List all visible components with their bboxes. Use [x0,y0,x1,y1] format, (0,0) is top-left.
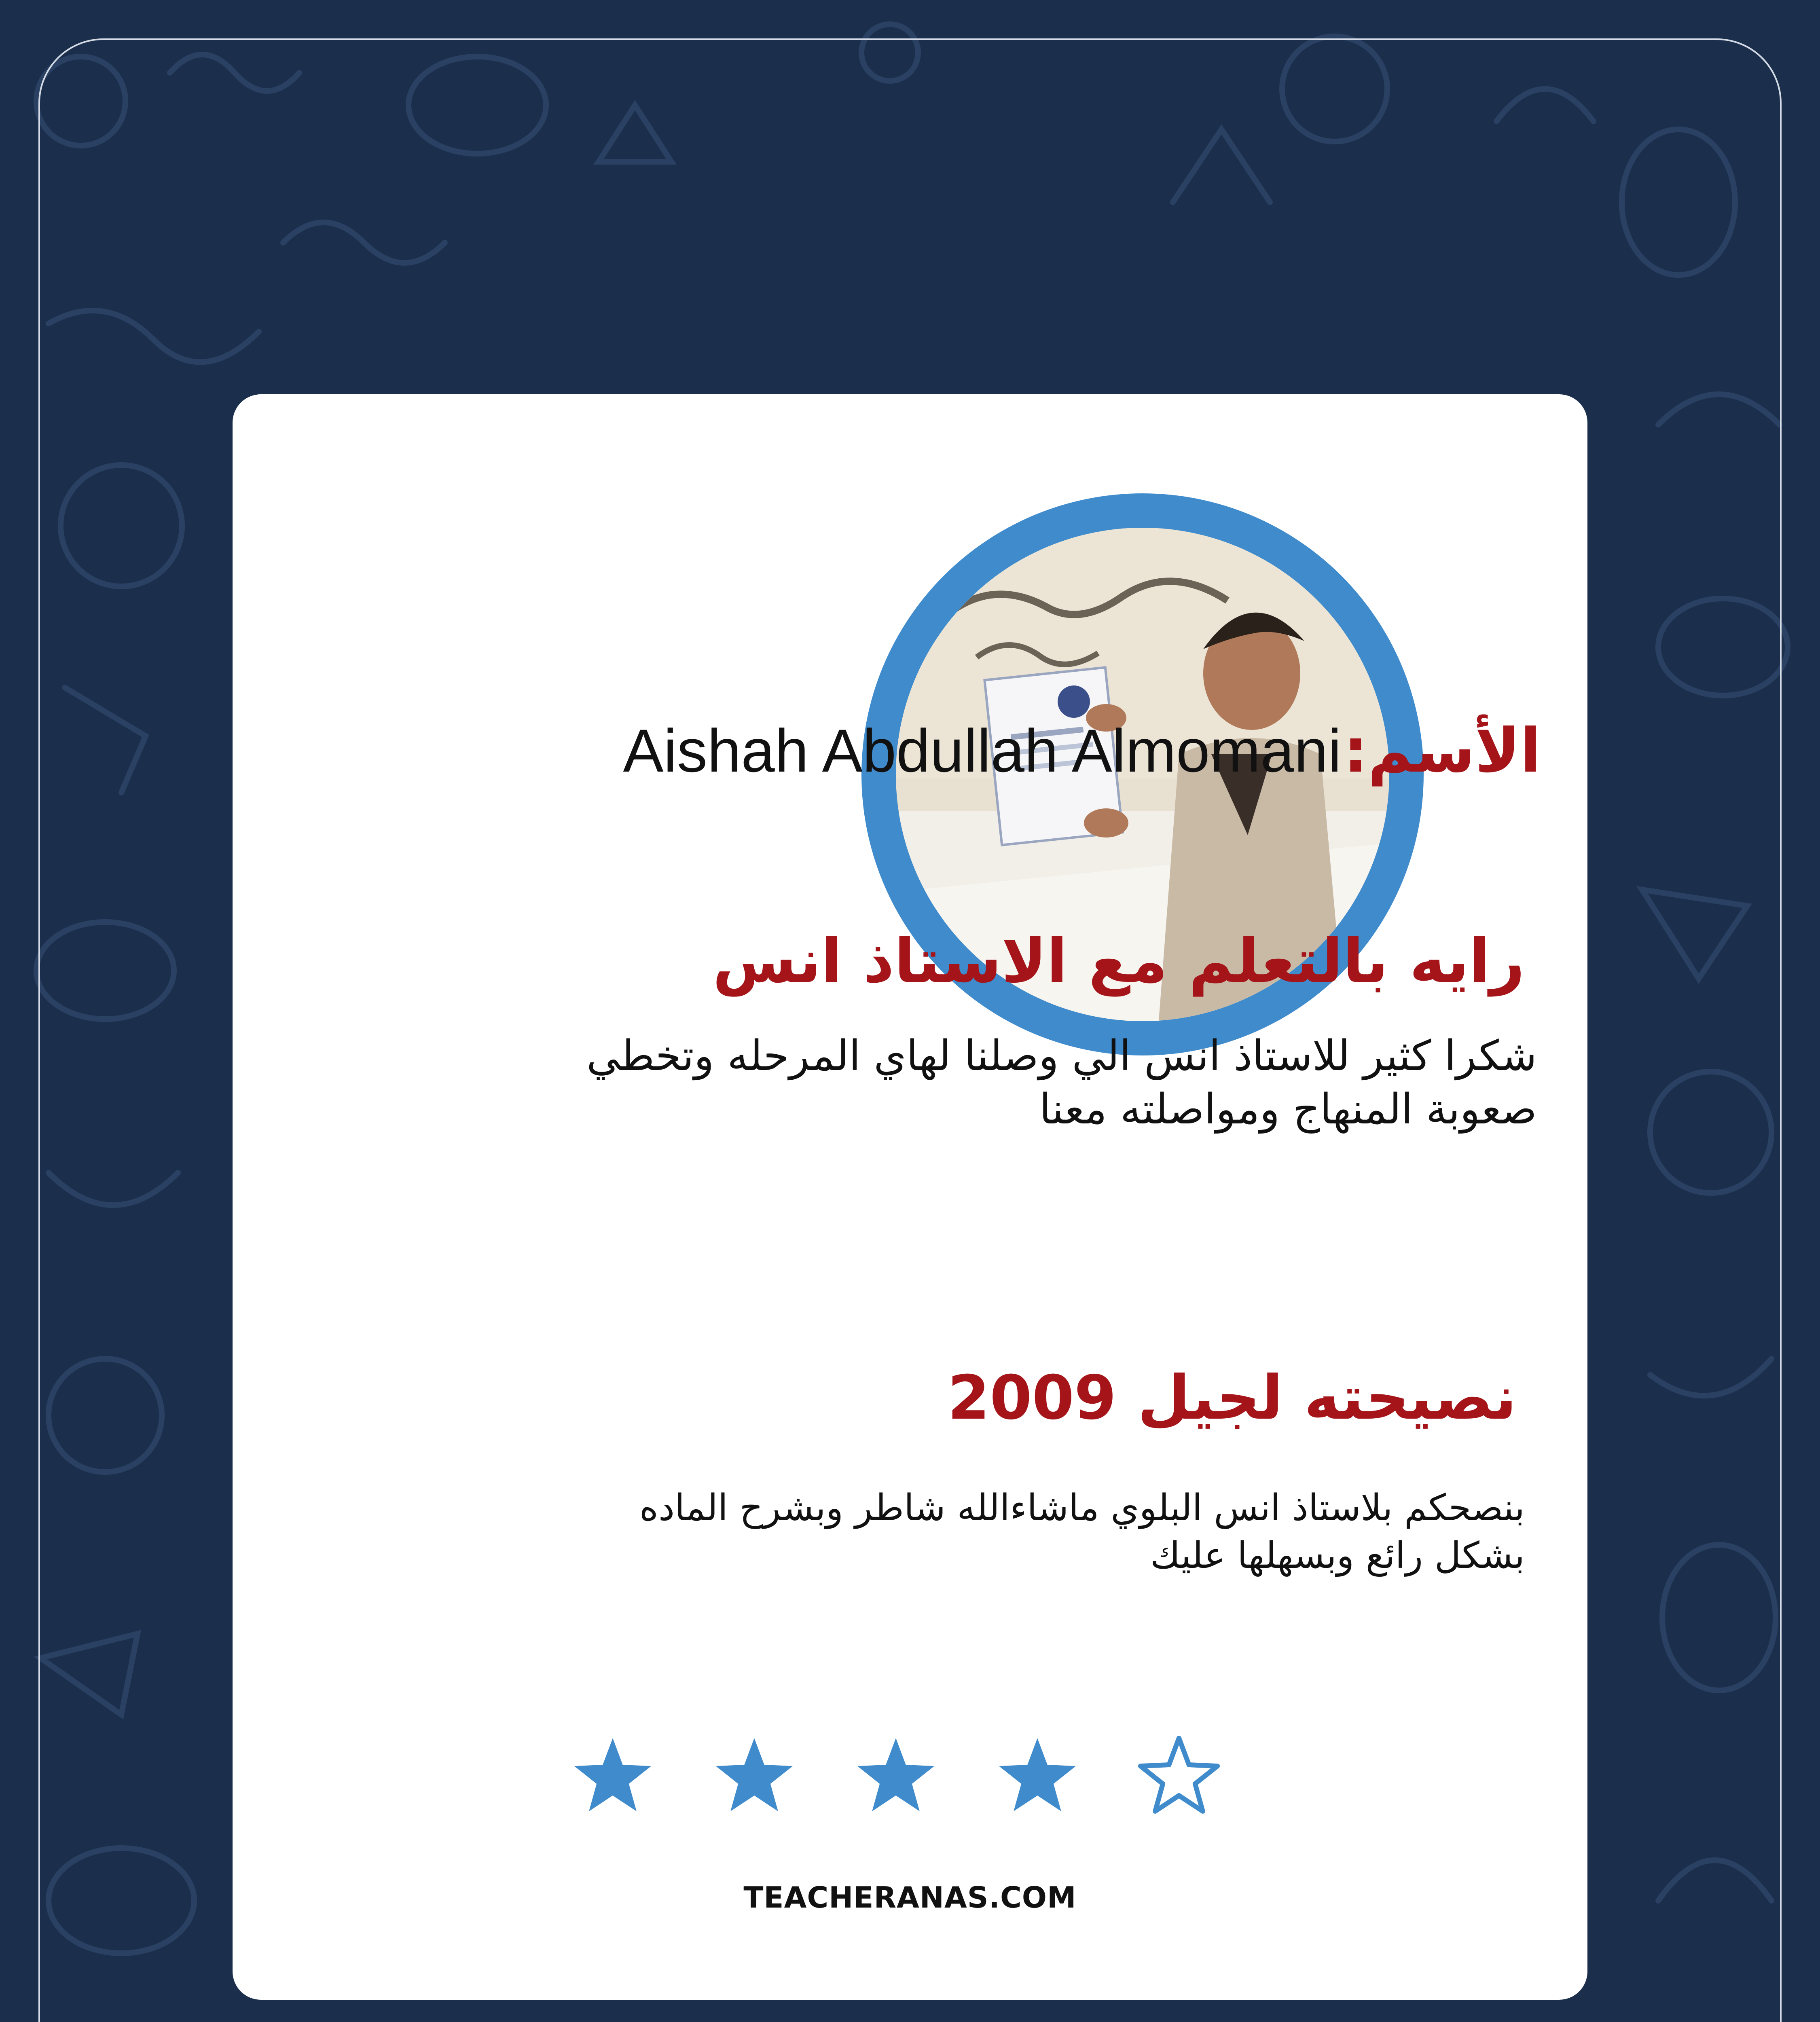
star-filled-icon [991,1731,1084,1824]
opinion-text [283,1029,1537,1136]
star-rating [566,1731,1254,1824]
student-name: Aishah Abdullah Almomani [623,717,1342,785]
advice-line: بنصحكم بلاستاذ انس البلوي ماشاءالله شاطر وبشرح الماده [639,1487,1525,1529]
website-url: TEACHERANAS.COM [743,1880,1077,1914]
advice-heading: نصيحته لجيل 2009 [947,1363,1517,1433]
opinion-line: شكرا كثير للاستاذ انس الي وصلنا لهاي المرحله وتخطي [586,1032,1537,1080]
opinion-line: صعوبة المنهاج ومواصلته معنا [1039,1085,1537,1134]
name-row [283,716,1541,805]
name-label: الأسم: [1343,716,1541,786]
advice-line: بشكل رائع وبسهلها عليك [1150,1534,1525,1577]
star-empty-icon [1132,1731,1225,1824]
star-filled-icon [708,1731,801,1824]
star-filled-icon [849,1731,942,1824]
advice-text [425,1484,1525,1580]
opinion-heading: رايه بالتعلم مع الاستاذ انس [713,926,1525,996]
star-filled-icon [566,1731,659,1824]
